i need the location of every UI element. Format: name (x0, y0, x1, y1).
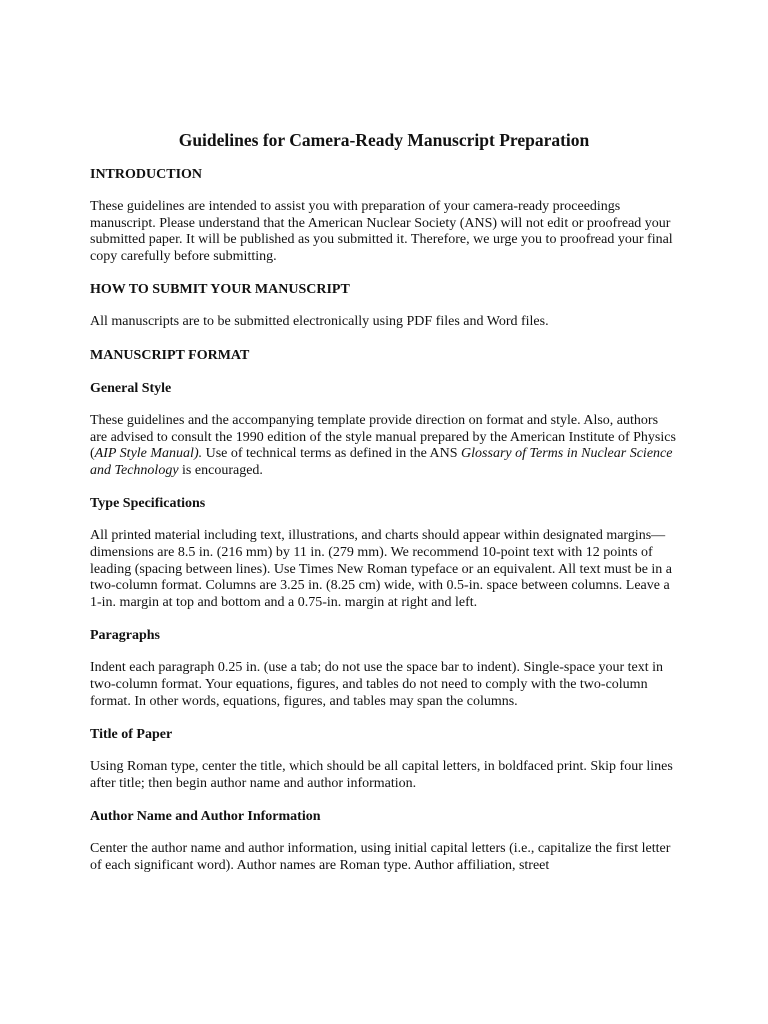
general-style-text-3: is encouraged. (178, 462, 263, 478)
heading-manuscript-format: MANUSCRIPT FORMAT (90, 347, 250, 363)
heading-type-specifications: Type Specifications (90, 496, 206, 512)
general-style-italic-aip: AIP Style Manual). (94, 446, 203, 462)
heading-general-style: General Style (90, 380, 172, 396)
paragraph-title-of-paper: Using Roman type, center the title, which should be all capital letters, in boldfaced print. Skip four lines after title; then begin author name and author information. (90, 759, 673, 791)
heading-title-of-paper: Title of Paper (90, 727, 173, 743)
general-style-text-2: Use of technical terms as defined in the ANS (202, 446, 462, 462)
document-title: Guidelines for Camera-Ready Manuscript Preparation (178, 130, 590, 150)
paragraph-general-style (90, 413, 678, 479)
paragraph-author-information: Center the author name and author information, using initial capital letters (i.e., capitalize the first letter of each significant word). Author names are Roman type. Author affiliation, street (90, 841, 671, 873)
heading-introduction: INTRODUCTION (90, 167, 203, 182)
general-style-text-1: These guidelines and the accompanying template provide direction on format and style. Also, authors are advised to consult the 1990 edition of the style manual prepared by the American Institute of Physics ( (90, 412, 676, 462)
heading-paragraphs: Paragraphs (90, 628, 160, 644)
paragraph-introduction: These guidelines are intended to assist you with preparation of your camera-ready proceedings manuscript. Please understand that the American Nuclear Society (ANS) will not edit or proofread your submitted paper. It will be published as you submitted it. Therefore, we urge you to proofread your final copy carefully before submitting. (90, 199, 673, 264)
paragraph-paragraphs: Indent each paragraph 0.25 in. (use a tab; do not use the space bar to indent). Single-space your text in two-column format. Your equations, figures, and tables do not need to comply with the two-column format. In other words, equations, figures, and tables may span the columns. (90, 660, 664, 709)
paragraph-how-to-submit: All manuscripts are to be submitted electronically using PDF files and Word files. (90, 314, 549, 330)
heading-author-information: Author Name and Author Information (90, 809, 321, 825)
heading-how-to-submit: HOW TO SUBMIT YOUR MANUSCRIPT (90, 282, 350, 298)
paragraph-type-specifications: All printed material including text, illustrations, and charts should appear within designated margins—dimensions are 8.5 in. (216 mm) by 11 in. (279 mm). We recommend 10-point text with 12 points of leading (spacing between lines). Use Times New Roman typeface or an equivalent. All text must be in a two-column format. Columns are 3.25 in. (8.25 cm) wide, with 0.5-in. space between columns. Leave a 1-in. margin at top and bottom and a 0.75-in. margin at right and left. (90, 528, 673, 610)
general-style-italic-glossary: Glossary of Terms in Nuclear Science and Technology (90, 446, 673, 478)
